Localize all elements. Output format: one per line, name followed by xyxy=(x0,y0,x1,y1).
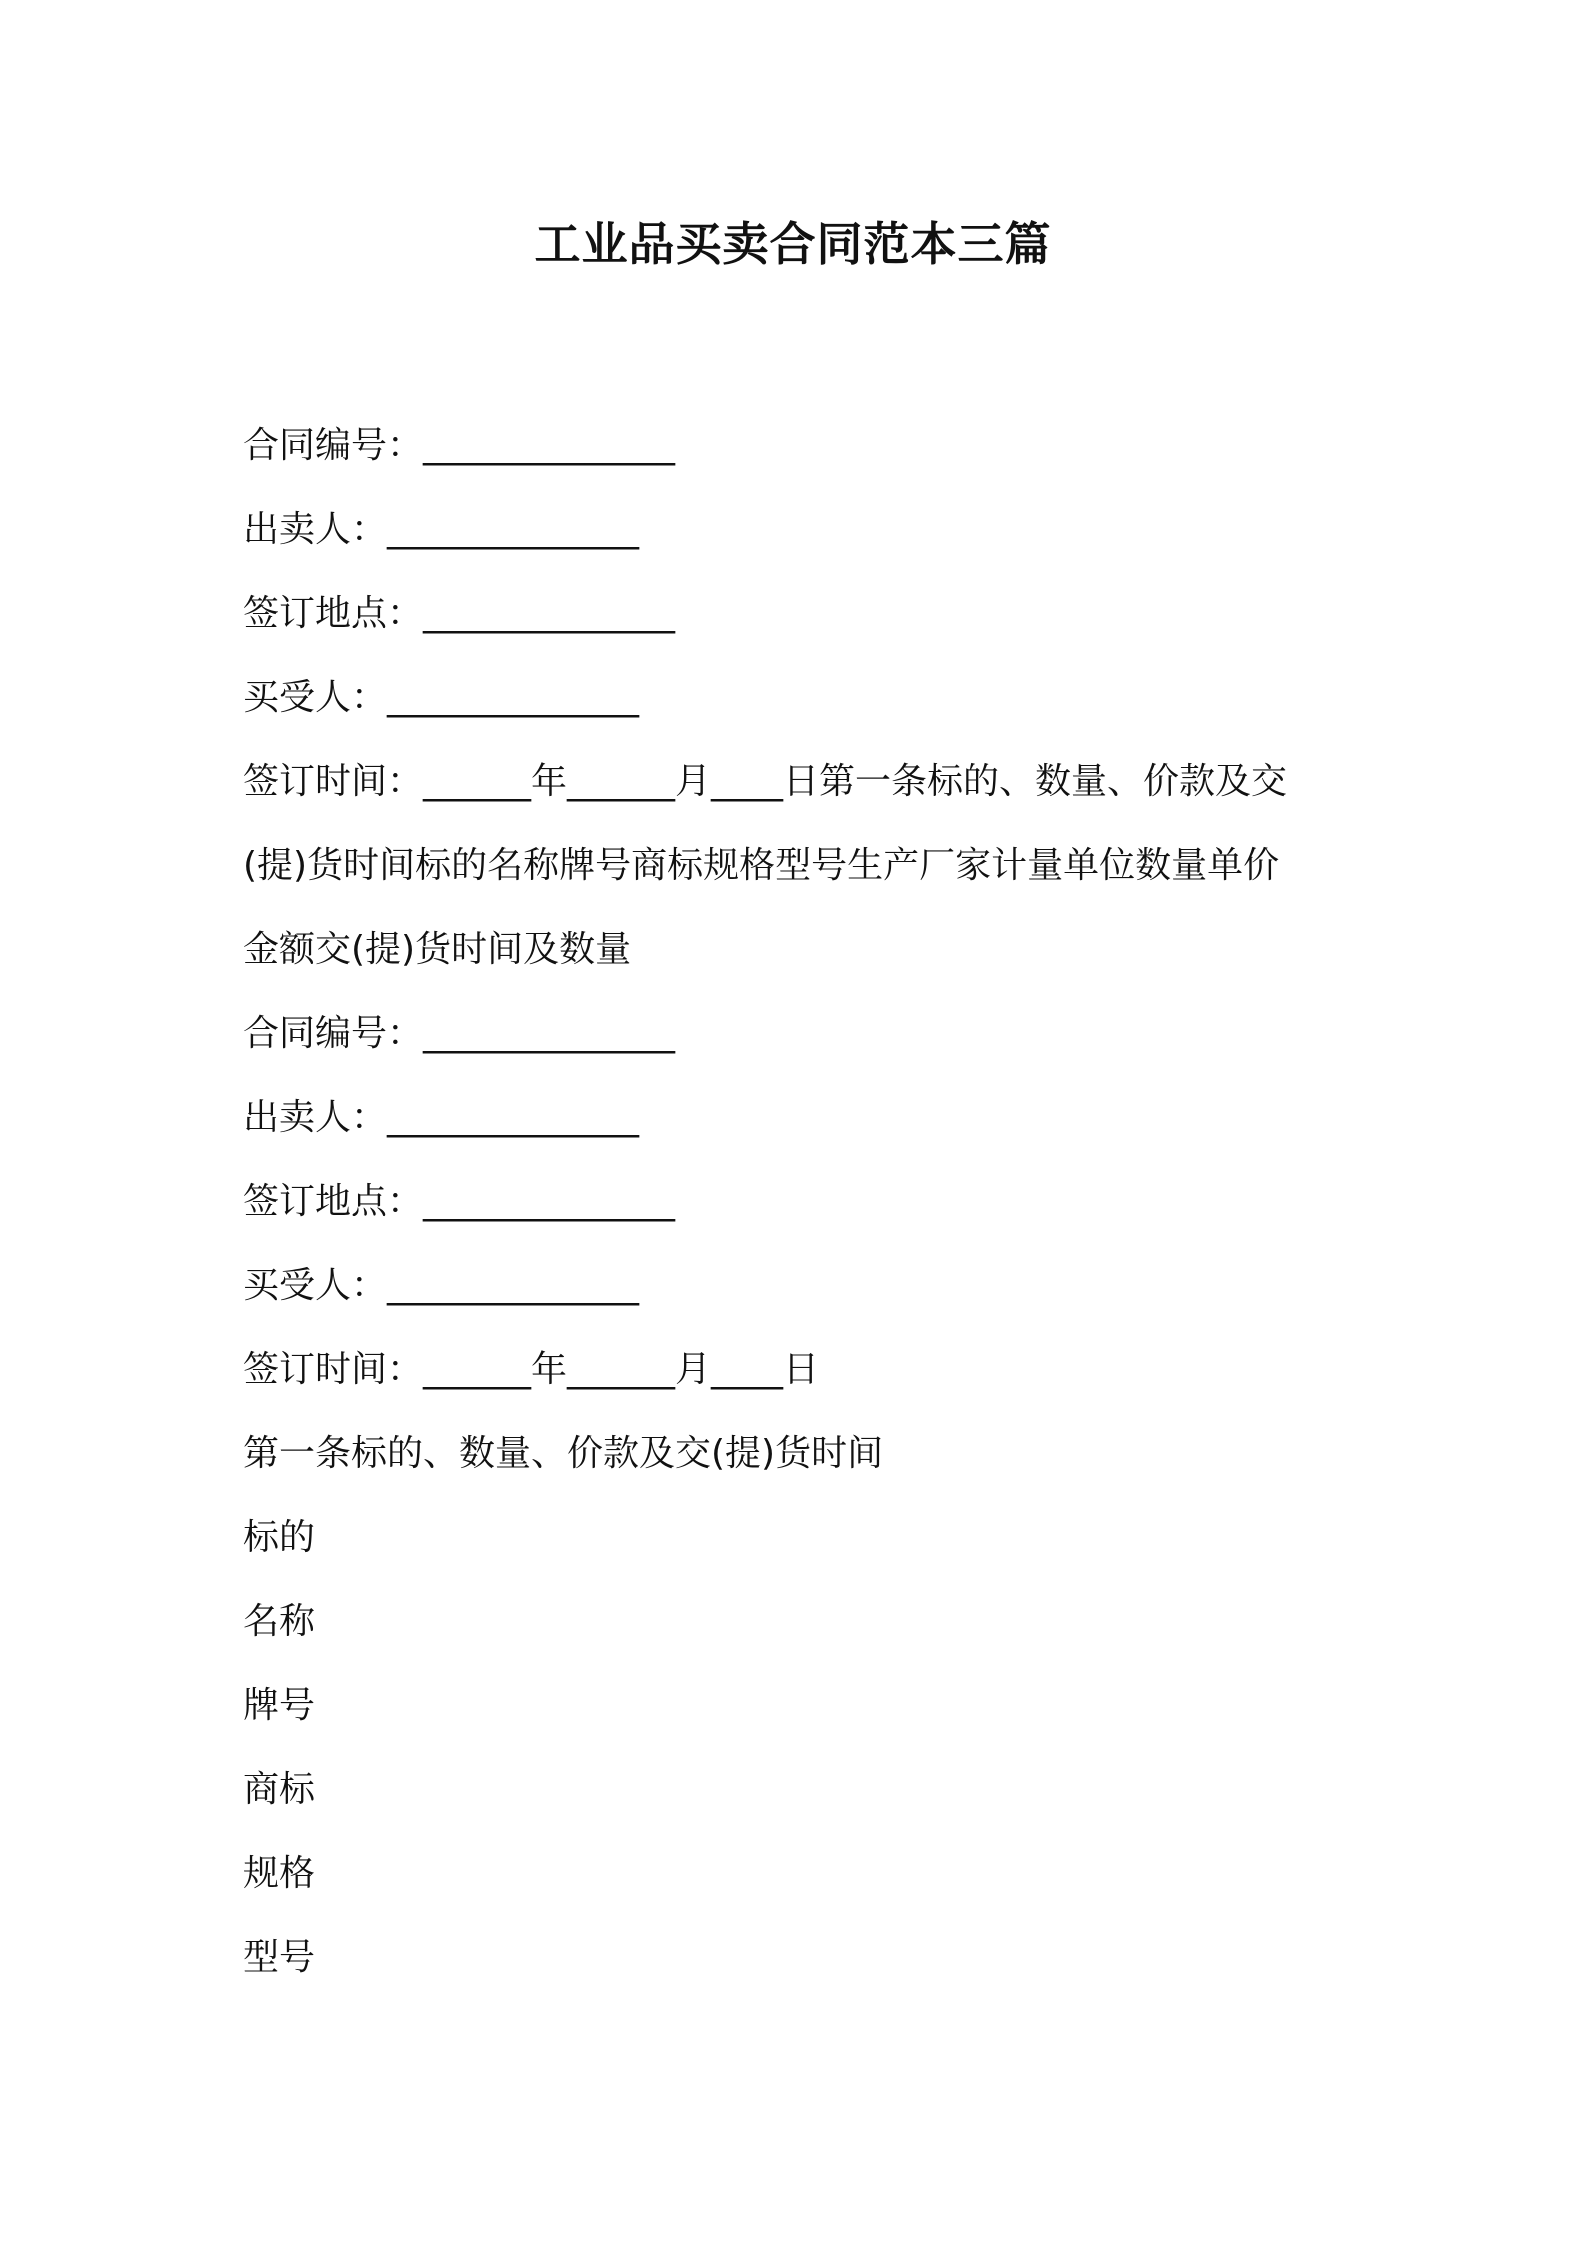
paragraph-line: 金额交(提)货时间及数量 xyxy=(243,929,632,970)
list-item: 型号 xyxy=(243,1937,316,1978)
document-body xyxy=(243,404,1363,2000)
list-item: 规格 xyxy=(243,1853,316,1894)
list-item: 名称 xyxy=(243,1601,316,1642)
contract-number-line: 合同编号：______________ xyxy=(243,425,676,466)
seller-line: 出卖人：______________ xyxy=(243,509,640,550)
signing-place-line: 签订地点：______________ xyxy=(243,1181,676,1222)
contract-number-line: 合同编号：______________ xyxy=(243,1013,676,1054)
signing-time-line: 签订时间：______年______月____日第一条标的、数量、价款及交 xyxy=(243,761,1288,802)
list-item: 商标 xyxy=(243,1769,316,1810)
signing-time-line: 签订时间：______年______月____日 xyxy=(243,1349,820,1390)
document-title: 工业品买卖合同范本三篇 xyxy=(534,217,1052,271)
list-item: 标的 xyxy=(243,1517,316,1558)
clause-heading: 第一条标的、数量、价款及交(提)货时间 xyxy=(243,1433,884,1474)
signing-place-line: 签订地点：______________ xyxy=(243,593,676,634)
paragraph-line: (提)货时间标的名称牌号商标规格型号生产厂家计量单位数量单价 xyxy=(243,845,1280,886)
list-item: 牌号 xyxy=(243,1685,316,1726)
seller-line: 出卖人：______________ xyxy=(243,1097,640,1138)
buyer-line: 买受人：______________ xyxy=(243,1265,640,1306)
buyer-line: 买受人：______________ xyxy=(243,677,640,718)
